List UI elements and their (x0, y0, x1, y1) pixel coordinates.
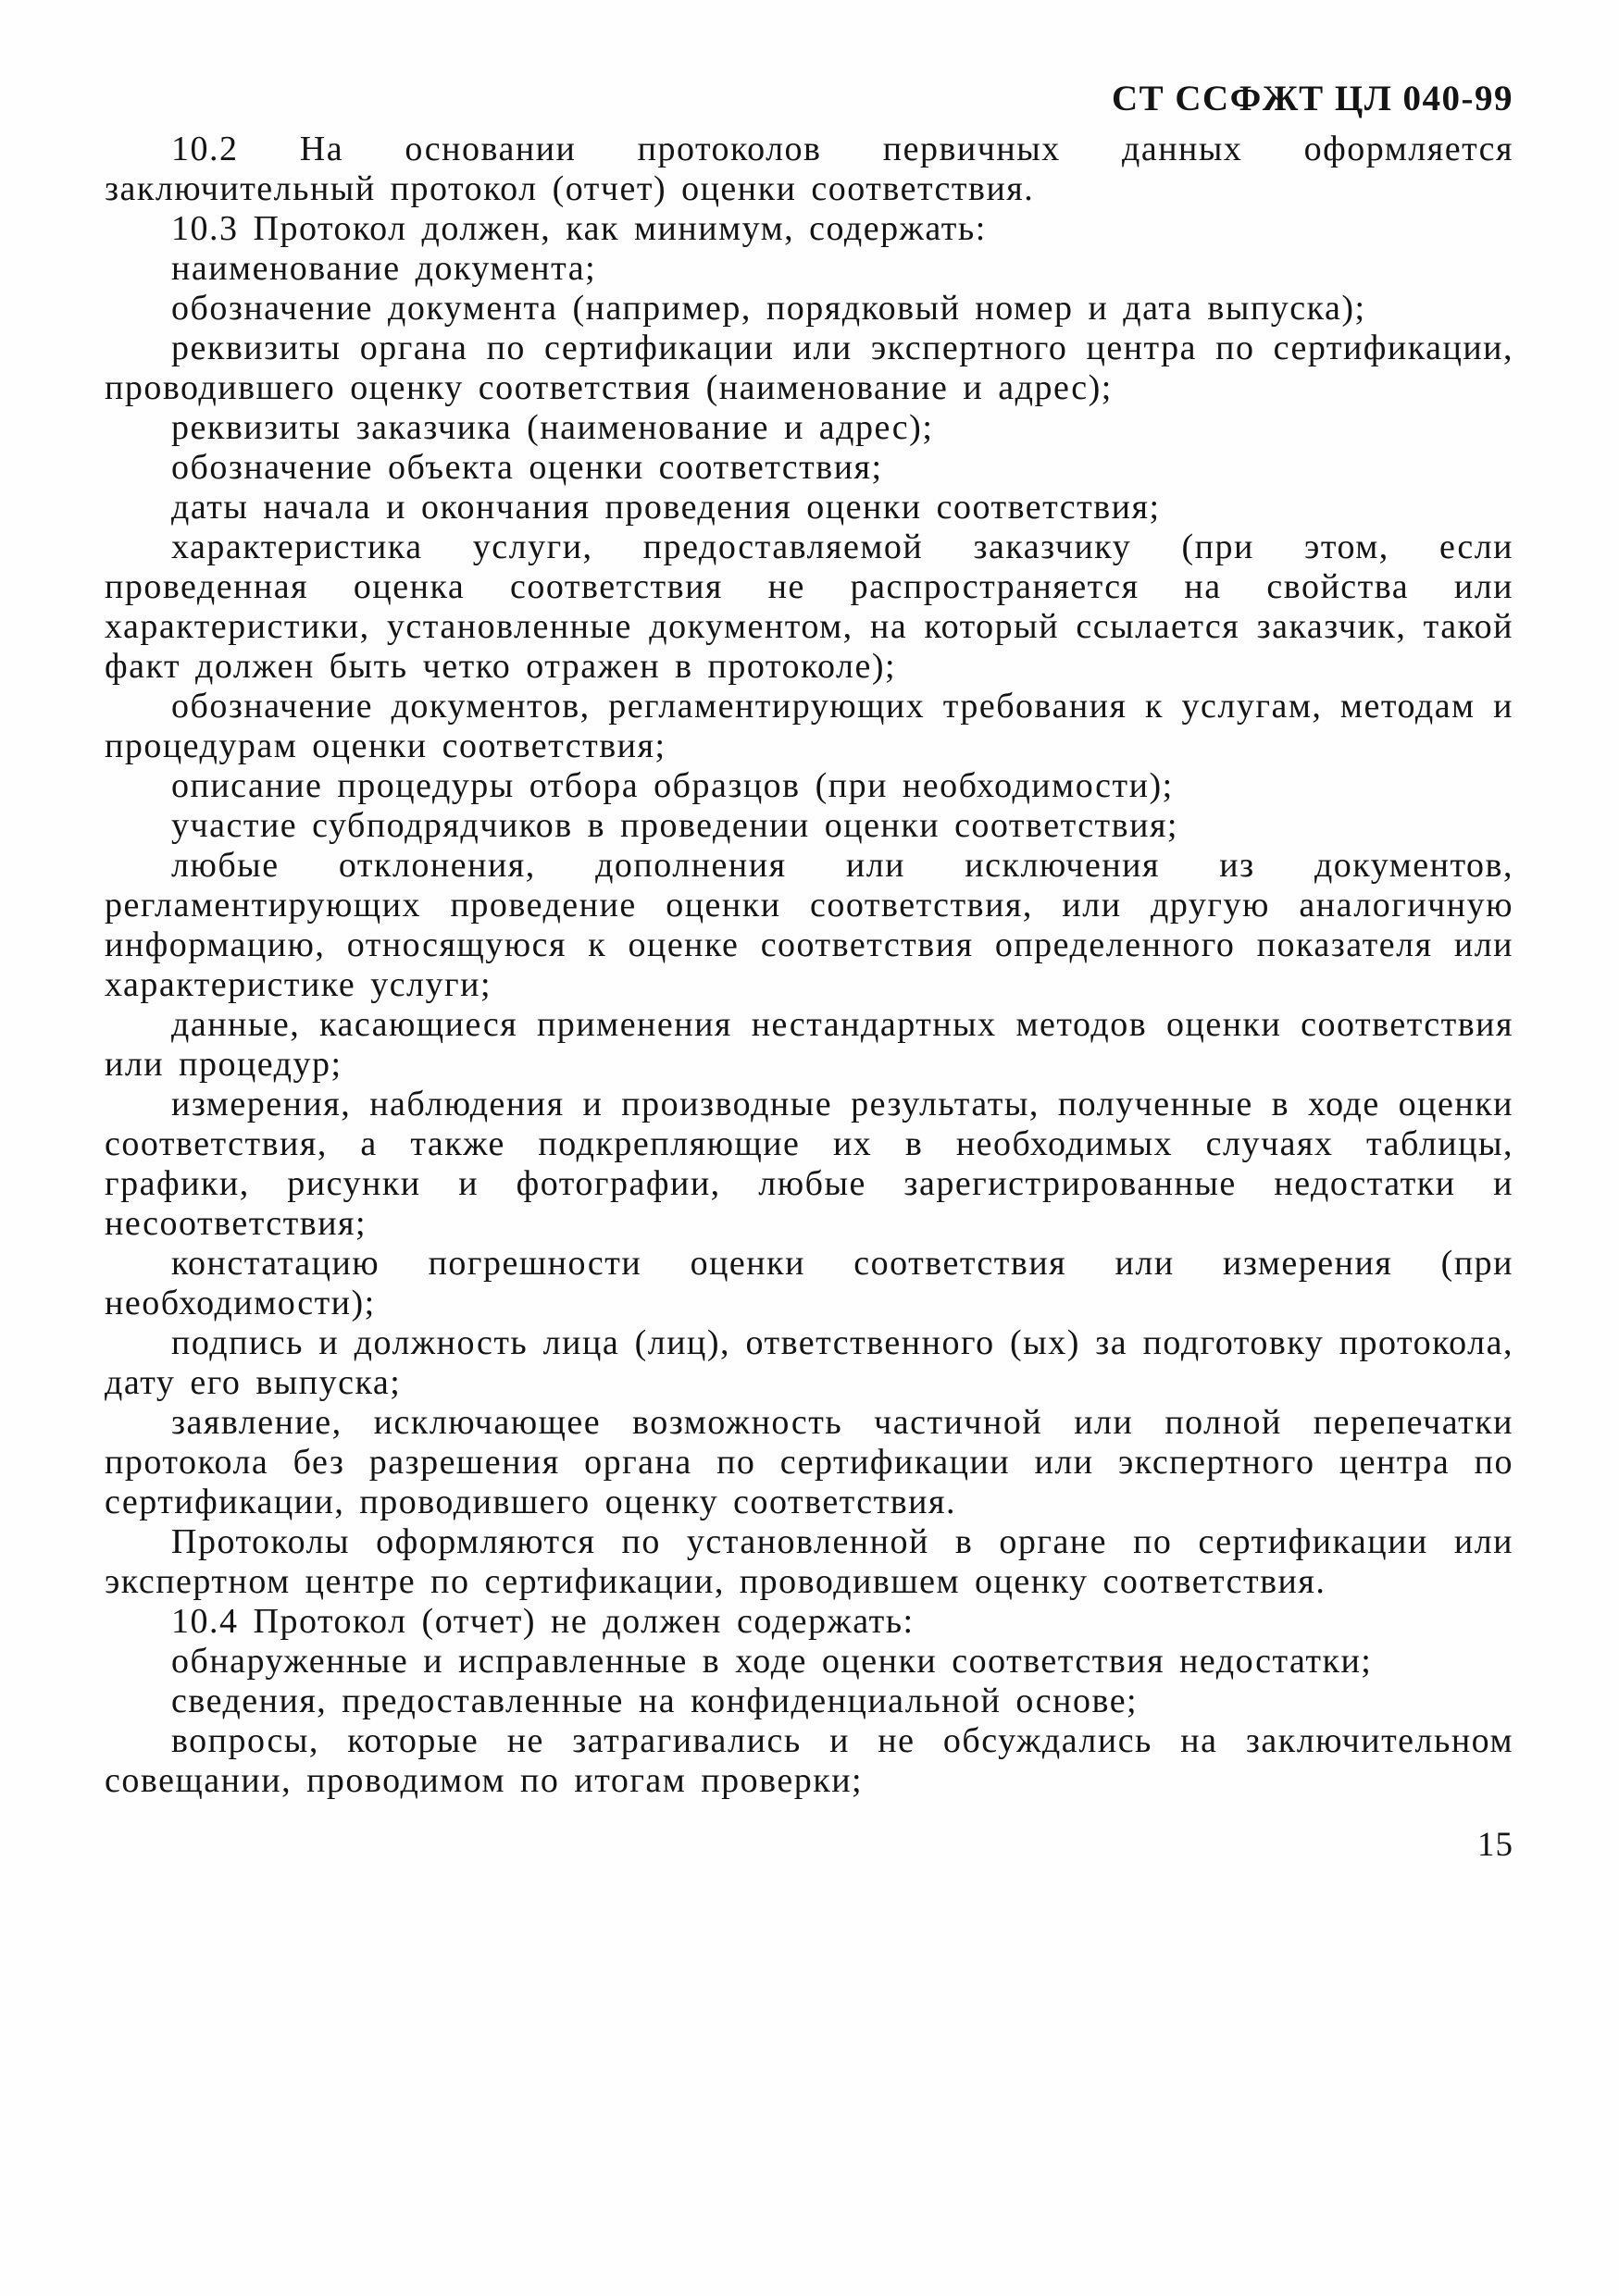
paragraph: подпись и должность лица (лиц), ответственного (ых) за подготовку протокола, дату его выпуска; (105, 1323, 1513, 1402)
paragraph: даты начала и окончания проведения оценки соответствия; (171, 488, 1161, 527)
paragraph: участие субподрядчиков в проведении оценки соответствия; (171, 806, 1178, 845)
page-number: 15 (1477, 1826, 1513, 1864)
document-code-header: СТ ССФЖТ ЦЛ 040-99 (1111, 79, 1513, 118)
paragraph: обозначение документа (например, порядковый номер и дата выпуска); (171, 289, 1366, 328)
paragraph: описание процедуры отбора образцов (при необходимости); (171, 766, 1174, 805)
paragraph: Протоколы оформляются по установленной в органе по сертификации или экспертном центре по сертификации, проводившем оценку соответствия. (105, 1522, 1513, 1601)
paragraph: 10.4 Протокол (отчет) не должен содержать: (171, 1602, 915, 1641)
paragraph: сведения, предоставленные на конфиденциальной основе; (171, 1682, 1139, 1720)
paragraph: констатацию погрешности оценки соответствия или измерения (при необходимости); (105, 1244, 1513, 1322)
paragraph: обнаруженные и исправленные в ходе оценки соответствия недостатки; (171, 1642, 1373, 1681)
paragraph: вопросы, которые не затрагивались и не обсуждались на заключительном совещании, проводимом по итогам проверки; (105, 1721, 1513, 1800)
paragraph: 10.3 Протокол должен, как минимум, содержать: (171, 209, 987, 248)
paragraph: данные, касающиеся применения нестандартных методов оценки соответствия или процедур; (105, 1005, 1513, 1084)
paragraph: характеристика услуги, предоставляемой заказчику (при этом, если проведенная оценка соответствия не распространяется на свойства или характеристики, установленные документом, на который ссылается заказчик, такой факт должен быть четко отражен в протоколе); (105, 527, 1513, 686)
paragraph: 10.2 На основании протоколов первичных данных оформляется заключительный протокол (отчет) оценки соответствия. (105, 130, 1513, 208)
paragraph: заявление, исключающее возможность частичной или полной перепечатки протокола без разрешения органа по сертификации или экспертного центра по сертификации, проводившего оценку соответствия. (105, 1403, 1513, 1521)
document-body (105, 130, 1513, 1801)
paragraph: обозначение документов, регламентирующих требования к услугам, методам и процедурам оценки соответствия; (105, 687, 1513, 765)
paragraph: наименование документа; (171, 249, 597, 288)
paragraph: измерения, наблюдения и производные результаты, полученные в ходе оценки соответствия, а также подкрепляющие их в необходимых случаях таблицы, графики, рисунки и фотографии, любые зарегистрированные недостатки и несоответствия; (105, 1085, 1513, 1243)
paragraph: любые отклонения, дополнения или исключения из документов, регламентирующих проведение оценки соответствия, или другую аналогичную информацию, относящуюся к оценке соответствия определенного показателя или характеристике услуги; (105, 846, 1513, 1004)
paragraph: реквизиты заказчика (наименование и адрес); (171, 408, 934, 447)
paragraph: обозначение объекта оценки соответствия; (171, 448, 883, 487)
paragraph: реквизиты органа по сертификации или экспертного центра по сертификации, проводившего оценку соответствия (наименование и адрес); (105, 329, 1513, 407)
